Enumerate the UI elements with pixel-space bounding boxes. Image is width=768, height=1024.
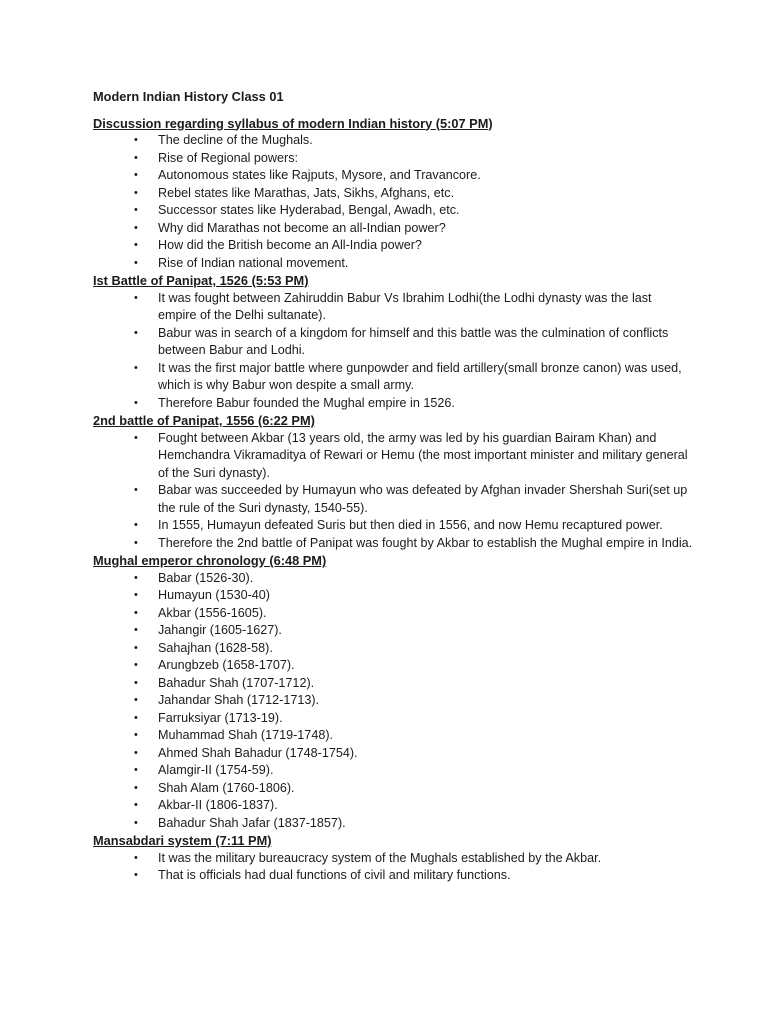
list-item: • Farruksiyar (1713-19). bbox=[158, 710, 693, 728]
section-mughal-chronology bbox=[93, 552, 693, 832]
list-item: • Bahadur Shah Jafar (1837-1857). bbox=[158, 815, 693, 833]
section-heading: Mansabdari system (7:11 PM) bbox=[93, 833, 272, 848]
section-heading: 2nd battle of Panipat, 1556 (6:22 PM) bbox=[93, 413, 315, 428]
bullet-list bbox=[93, 430, 693, 553]
list-item: • Fought between Akbar (13 years old, the army was led by his guardian Bairam Khan) and Hemchandra Vikramaditya of Rewari or Hemu (the most important minister and military general of the Suri dynasty). bbox=[158, 430, 693, 483]
list-item: • How did the British become an All-India power? bbox=[158, 237, 693, 255]
list-item: • Alamgir-II (1754-59). bbox=[158, 762, 693, 780]
list-item: • It was the military bureaucracy system of the Mughals established by the Akbar. bbox=[158, 850, 693, 868]
list-item: • Akbar-II (1806-1837). bbox=[158, 797, 693, 815]
section-mansabdari bbox=[93, 832, 693, 885]
list-item: • Jahangir (1605-1627). bbox=[158, 622, 693, 640]
list-item: • Rise of Indian national movement. bbox=[158, 255, 693, 273]
list-item: • Autonomous states like Rajputs, Mysore, and Travancore. bbox=[158, 167, 693, 185]
bullet-list bbox=[93, 850, 693, 885]
bullet-list bbox=[93, 132, 693, 272]
section-heading: Mughal emperor chronology (6:48 PM) bbox=[93, 553, 327, 568]
bullet-list bbox=[93, 570, 693, 833]
section-second-panipat bbox=[93, 412, 693, 552]
list-item: • It was the first major battle where gunpowder and field artillery(small bronze canon) was used, which is why Babur won despite a small army. bbox=[158, 360, 693, 395]
section-heading: Ist Battle of Panipat, 1526 (5:53 PM) bbox=[93, 273, 309, 288]
section-heading: Discussion regarding syllabus of modern Indian history (5:07 PM) bbox=[93, 115, 493, 131]
list-item: • Babar (1526-30). bbox=[158, 570, 693, 588]
list-item: • In 1555, Humayun defeated Suris but then died in 1556, and now Hemu recaptured power. bbox=[158, 517, 693, 535]
list-item: • Therefore the 2nd battle of Panipat was fought by Akbar to establish the Mughal empire in India. bbox=[158, 535, 693, 553]
list-item: • Why did Marathas not become an all-Indian power? bbox=[158, 220, 693, 238]
list-item: • Shah Alam (1760-1806). bbox=[158, 780, 693, 798]
list-item: • Rise of Regional powers: bbox=[158, 150, 693, 168]
list-item: • That is officials had dual functions of civil and military functions. bbox=[158, 867, 693, 885]
list-item: • Muhammad Shah (1719-1748). bbox=[158, 727, 693, 745]
list-item: • It was fought between Zahiruddin Babur Vs Ibrahim Lodhi(the Lodhi dynasty was the last empire of the Delhi sultanate). bbox=[158, 290, 693, 325]
list-item: • Babar was succeeded by Humayun who was defeated by Afghan invader Shershah Suri(set up the rule of the Suri dynasty, 1540-55). bbox=[158, 482, 693, 517]
document-title: Modern Indian History Class 01 bbox=[93, 89, 284, 104]
list-item: • Rebel states like Marathas, Jats, Sikhs, Afghans, etc. bbox=[158, 185, 693, 203]
section-first-panipat bbox=[93, 272, 693, 412]
list-item: • The decline of the Mughals. bbox=[158, 132, 693, 150]
list-item: • Sahajhan (1628-58). bbox=[158, 640, 693, 658]
list-item: • Akbar (1556-1605). bbox=[158, 605, 693, 623]
list-item: • Successor states like Hyderabad, Bengal, Awadh, etc. bbox=[158, 202, 693, 220]
document-page bbox=[93, 88, 693, 885]
list-item: • Bahadur Shah (1707-1712). bbox=[158, 675, 693, 693]
list-item: • Babur was in search of a kingdom for himself and this battle was the culmination of conflicts between Babur and Lodhi. bbox=[158, 325, 693, 360]
list-item: • Therefore Babur founded the Mughal empire in 1526. bbox=[158, 395, 693, 413]
list-item: • Ahmed Shah Bahadur (1748-1754). bbox=[158, 745, 693, 763]
bullet-list bbox=[93, 290, 693, 413]
list-item: • Arungbzeb (1658-1707). bbox=[158, 657, 693, 675]
list-item: • Jahandar Shah (1712-1713). bbox=[158, 692, 693, 710]
section-syllabus bbox=[93, 115, 693, 273]
list-item: • Humayun (1530-40) bbox=[158, 587, 693, 605]
